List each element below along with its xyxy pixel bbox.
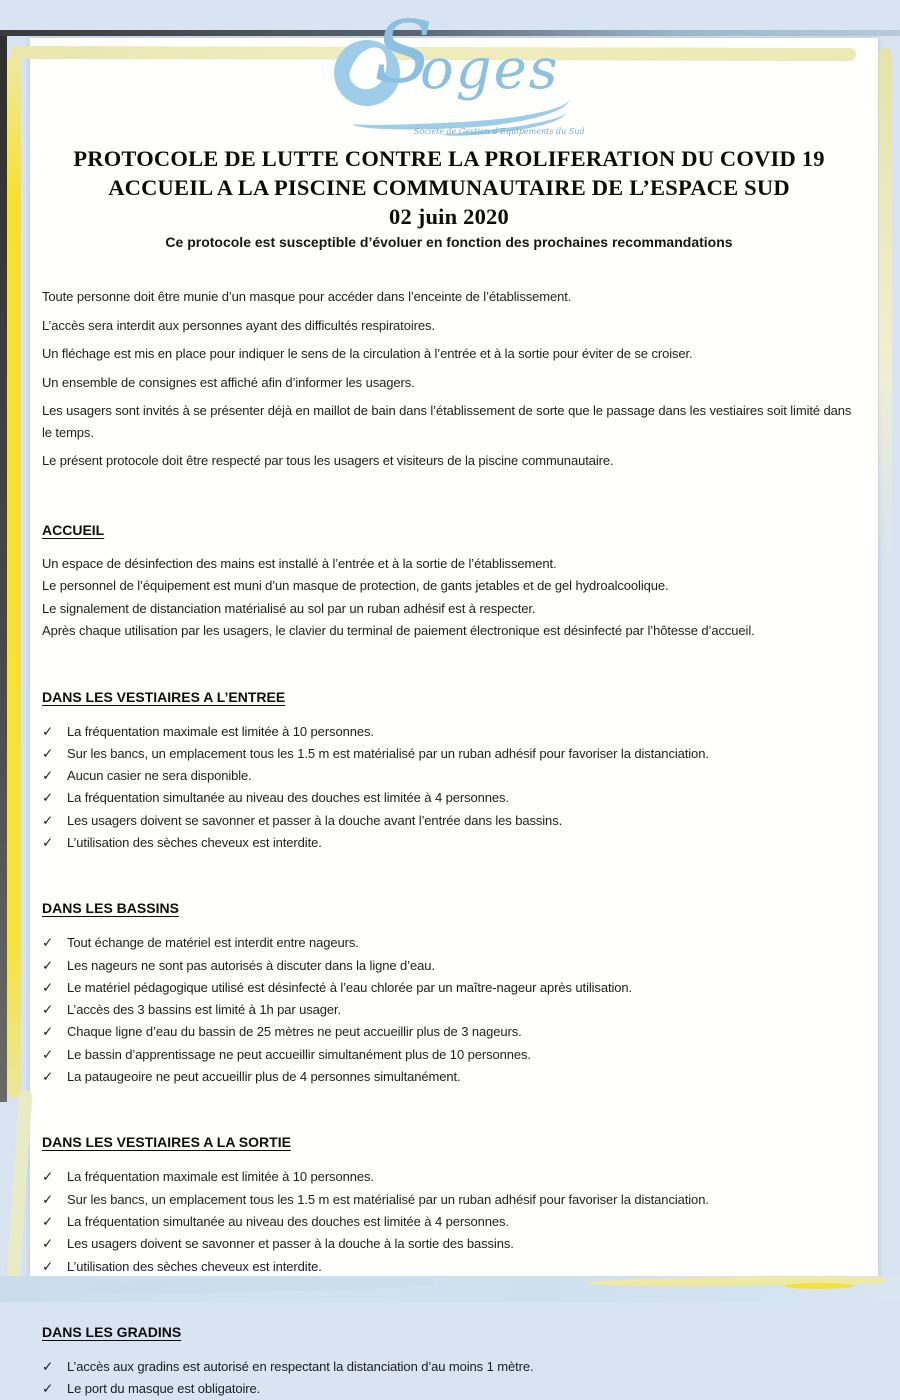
check-icon: ✓ xyxy=(42,834,54,850)
section-heading-accueil: ACCUEIL xyxy=(42,521,105,538)
item-text: Tout échange de matériel est interdit entre nageurs. xyxy=(67,935,359,951)
check-icon: ✓ xyxy=(42,1213,54,1229)
check-icon: ✓ xyxy=(42,1046,54,1062)
section-line: Le personnel de l’équipement est muni d’un masque de protection, de gants jetables et de gel hydroalcoolique. xyxy=(42,578,669,593)
item-text: L’utilisation des sèches cheveux est interdite. xyxy=(67,834,322,850)
item-text: La fréquentation simultanée au niveau des douches est limitée à 4 personnes. xyxy=(67,790,509,806)
intro-paragraph: Toute personne doit être munie d’un masque pour accéder dans l’enceinte de l’établissement. xyxy=(42,289,572,304)
soges-logo xyxy=(324,3,585,140)
check-icon: ✓ xyxy=(42,1381,54,1397)
checklist-item xyxy=(42,810,856,832)
check-icon: ✓ xyxy=(42,1169,54,1185)
check-icon: ✓ xyxy=(42,1069,54,1085)
title-line-1: PROTOCOLE DE LUTTE CONTRE LA PROLIFERATION DU COVID 19 xyxy=(73,146,825,171)
intro-paragraph: L’accès sera interdit aux personnes ayant des difficultés respiratoires. xyxy=(42,317,435,333)
document-title xyxy=(42,144,856,231)
check-icon: ✓ xyxy=(42,768,54,784)
title-line-2: ACCUEIL A LA PISCINE COMMUNAUTAIRE DE L’ESPACE SUD xyxy=(108,175,790,200)
check-icon: ✓ xyxy=(42,1024,54,1040)
item-text: Sur les bancs, un emplacement tous les 1.5 m est matérialisé par un ruban adhésif pour favoriser la distanciation. xyxy=(67,1191,709,1207)
intro-paragraph: Le présent protocole doit être respecté par tous les usagers et visiteurs de la piscine communautaire. xyxy=(42,453,614,468)
item-text: Le matériel pédagogique utilisé est désinfecté à l’eau chlorée par un maître-nageur après utilisation. xyxy=(67,979,633,995)
section-vestiaires-entree-list xyxy=(42,721,856,855)
checklist-item xyxy=(42,932,856,954)
checklist-item xyxy=(42,1066,856,1088)
document-content xyxy=(0,3,900,1400)
checklist-item xyxy=(42,743,856,765)
check-icon: ✓ xyxy=(42,745,54,761)
checklist-item xyxy=(42,1378,856,1400)
item-text: Les nageurs ne sont pas autorisés à discuter dans la ligne d’eau. xyxy=(67,957,435,973)
logo-tagline: Société de Gestion d’Equipements du Sud xyxy=(414,127,585,136)
item-text: Aucun casier ne sera disponible. xyxy=(67,768,252,784)
item-text: La fréquentation maximale est limitée à 10 personnes. xyxy=(67,1169,374,1185)
intro-paragraphs xyxy=(42,286,856,472)
section-heading-bassins: DANS LES BASSINS xyxy=(42,900,179,917)
checklist-item xyxy=(42,1233,856,1255)
check-icon: ✓ xyxy=(42,935,54,951)
title-date: 02 juin 2020 xyxy=(389,204,509,229)
section-gradins-list xyxy=(42,1356,856,1400)
section-line: Un espace de désinfection des mains est installé à l’entrée et à la sortie de l’établissement. xyxy=(42,555,557,571)
check-icon: ✓ xyxy=(42,957,54,973)
item-text: La pataugeoire ne peut accueillir plus de 4 personnes simultanément. xyxy=(67,1069,461,1085)
checklist-item xyxy=(42,1189,856,1211)
logo-wordmark: oges xyxy=(420,37,560,102)
check-icon: ✓ xyxy=(42,1236,54,1252)
check-icon: ✓ xyxy=(42,1358,54,1374)
item-text: L’accès aux gradins est autorisé en respectant la distanciation d’au moins 1 mètre. xyxy=(67,1358,534,1374)
section-heading-vestiaires-sortie: DANS LES VESTIAIRES A LA SORTIE xyxy=(42,1134,291,1151)
section-accueil-lines xyxy=(42,553,856,643)
check-icon: ✓ xyxy=(42,979,54,995)
checklist-item xyxy=(42,832,856,854)
checklist-item xyxy=(42,1256,856,1278)
checklist-item xyxy=(42,787,856,809)
checklist-item xyxy=(42,1044,856,1066)
section-line: Après chaque utilisation par les usagers, le clavier du terminal de paiement électronique est désinfecté par l’hôtesse d’accueil. xyxy=(42,623,755,638)
intro-paragraph: Un ensemble de consignes est affiché afin d’informer les usagers. xyxy=(42,374,415,390)
section-line: Le signalement de distanciation matérialisé au sol par un ruban adhésif est à respecter. xyxy=(42,600,536,616)
intro-paragraph: Un fléchage est mis en place pour indiquer le sens de la circulation à l’entrée et à la sortie pour éviter de se croiser. xyxy=(42,346,693,361)
checklist-item xyxy=(42,1021,856,1043)
item-text: Les usagers doivent se savonner et passer à la douche à la sortie des bassins. xyxy=(67,1236,514,1252)
checklist-item xyxy=(42,1166,856,1188)
section-vestiaires-sortie-list xyxy=(42,1166,856,1277)
check-icon: ✓ xyxy=(42,1258,54,1274)
item-text: La fréquentation maximale est limitée à 10 personnes. xyxy=(67,723,374,739)
item-text: La fréquentation simultanée au niveau des douches est limitée à 4 personnes. xyxy=(67,1213,509,1229)
logo-wordmark-initial: S xyxy=(374,3,433,103)
document-subtitle: Ce protocole est susceptible d’évoluer en fonction des prochaines recommandations xyxy=(165,234,733,250)
item-text: Le port du masque est obligatoire. xyxy=(67,1381,261,1397)
item-text: Sur les bancs, un emplacement tous les 1.5 m est matérialisé par un ruban adhésif pour favoriser la distanciation. xyxy=(67,745,709,761)
checklist-item xyxy=(42,765,856,787)
item-text: Le bassin d’apprentissage ne peut accueillir simultanément plus de 10 personnes. xyxy=(67,1046,531,1062)
checklist-item xyxy=(42,1356,856,1378)
check-icon: ✓ xyxy=(42,1191,54,1207)
check-icon: ✓ xyxy=(42,723,54,739)
section-bassins-list xyxy=(42,932,856,1088)
checklist-item xyxy=(42,977,856,999)
item-text: Chaque ligne d’eau du bassin de 25 mètres ne peut accueillir plus de 3 nageurs. xyxy=(67,1024,522,1040)
item-text: L’accès des 3 bassins est limité à 1h par usager. xyxy=(67,1002,342,1018)
checklist-item xyxy=(42,1211,856,1233)
section-heading-vestiaires-entree: DANS LES VESTIAIRES A L’ENTREE xyxy=(42,688,286,705)
item-text: L’utilisation des sèches cheveux est interdite. xyxy=(67,1258,322,1274)
item-text: Les usagers doivent se savonner et passer à la douche avant l’entrée dans les bassins. xyxy=(67,812,563,828)
checklist-item xyxy=(42,721,856,743)
intro-paragraph: Les usagers sont invités à se présenter déjà en maillot de bain dans l’établissement de sorte que le passage dans les vestiaires soit limité dans le temps. xyxy=(42,403,852,440)
section-heading-gradins: DANS LES GRADINS xyxy=(42,1323,182,1340)
check-icon: ✓ xyxy=(42,1002,54,1018)
checklist-item xyxy=(42,999,856,1021)
checklist-item xyxy=(42,955,856,977)
check-icon: ✓ xyxy=(42,812,54,828)
check-icon: ✓ xyxy=(42,790,54,806)
